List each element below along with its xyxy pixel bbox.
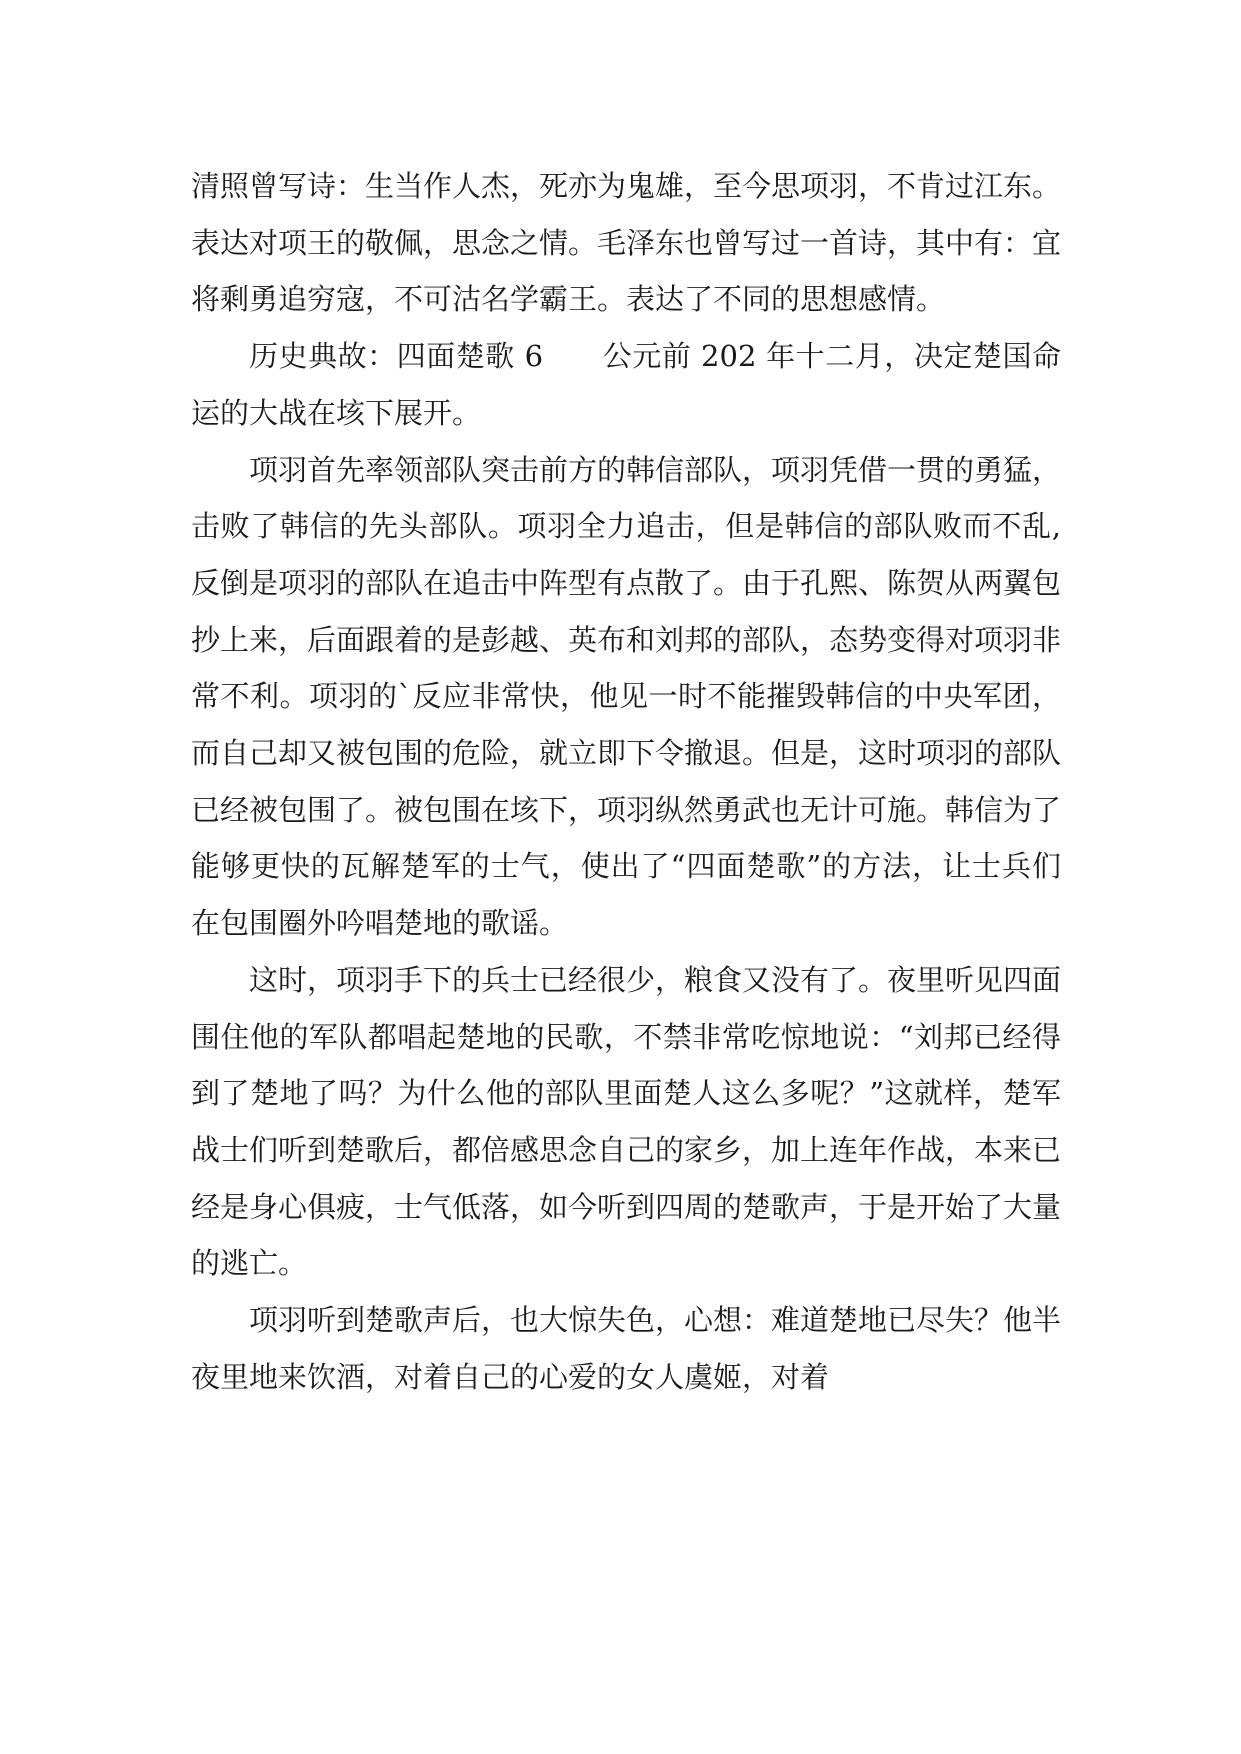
paragraph-2: 历史典故：四面楚歌 6 公元前 202 年十二月，决定楚国命运的大战在垓下展开。	[191, 339, 1061, 430]
document-body	[191, 158, 1061, 1405]
paragraph-1: 清照曾写诗：生当作人杰，死亦为鬼雄，至今思项羽，不肯过江东。表达对项王的敬佩，思念之情。毛泽东也曾写过一首诗，其中有：宜将剩勇追穷寇，不可沽名学霸王。表达了不同的思想感情。	[191, 169, 1062, 317]
paragraph-3: 项羽首先率领部队突击前方的韩信部队，项羽凭借一贯的勇猛，击败了韩信的先头部队。项羽全力追击，但是韩信的部队败而不乱,反倒是项羽的部队在追击中阵型有点散了。由于孔熙、陈贺从两翼包抄上来，后面跟着的是彭越、英布和刘邦的部队，态势变得对项羽非常不利。项羽的`反应非常快，他见一时不能摧毁韩信的中央军团，而自己却又被包围的危险，就立即下令撤退。但是，这时项羽的部队已经被包围了。被包围在垓下，项羽纵然勇武也无计可施。韩信为了能够更快的瓦解楚军的士气，使出了“四面楚歌”的方法，让士兵们在包围圈外吟唱楚地的歌谣。	[191, 452, 1062, 941]
paragraph-4: 这时，项羽手下的兵士已经很少，粮食又没有了。夜里听见四面围住他的军队都唱起楚地的民歌，不禁非常吃惊地说：“刘邦已经得到了楚地了吗？为什么他的部队里面楚人这么多呢？”这就样，楚军战士们听到楚歌后，都倍感思念自己的家乡，加上连年作战，本来已经是身心俱疲，士气低落，如今听到四周的楚歌声，于是开始了大量的逃亡。	[191, 962, 1062, 1281]
paragraph-5: 项羽听到楚歌声后，也大惊失色，心想：难道楚地已尽失？他半夜里地来饮酒，对着自己的心爱的女人虞姬，对着	[191, 1303, 1062, 1394]
